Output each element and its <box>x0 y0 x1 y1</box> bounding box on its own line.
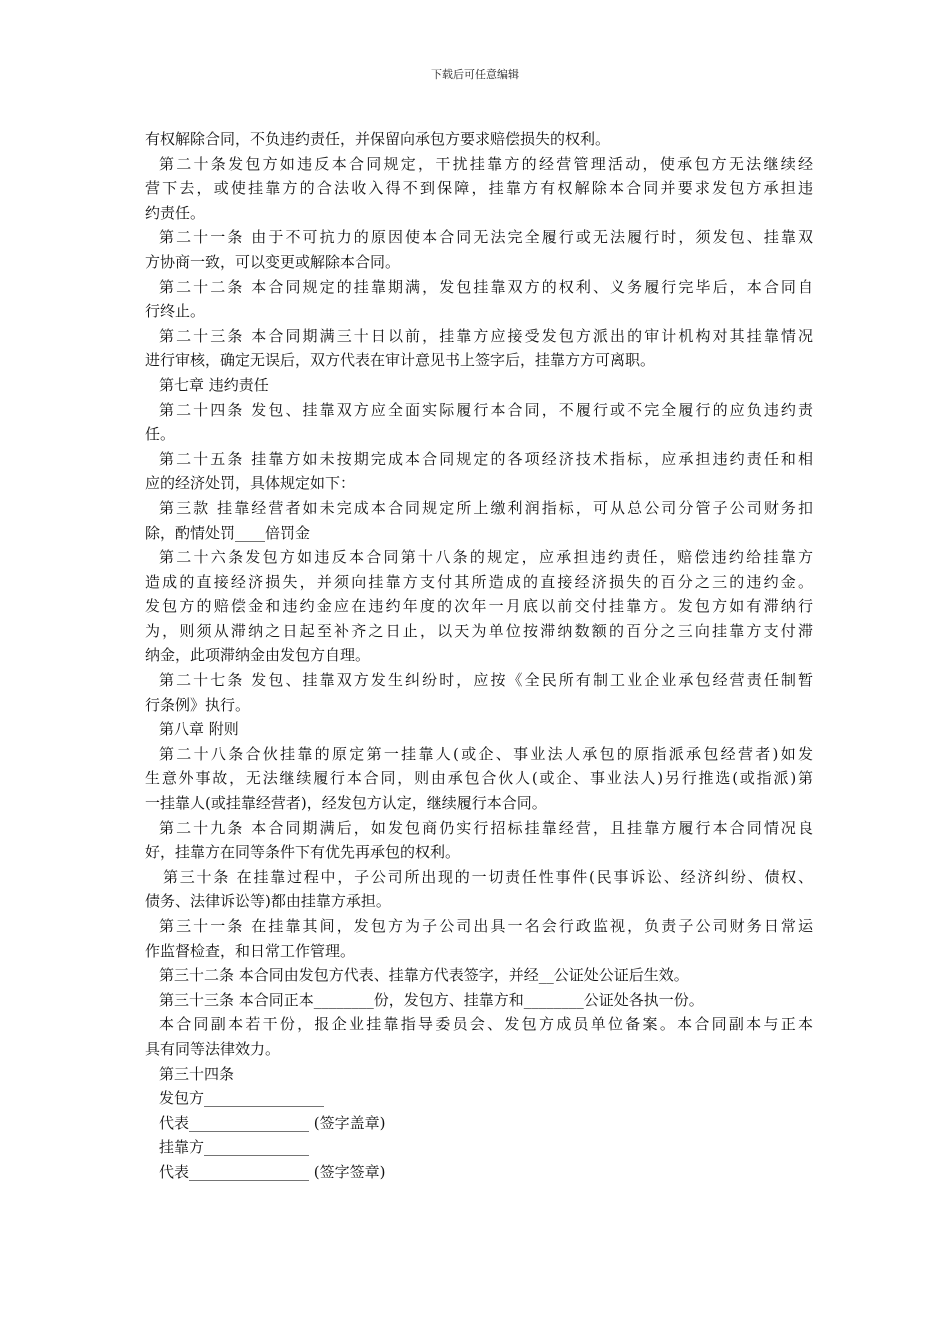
text-line: 营下去，或使挂靠方的合法收入得不到保障，挂靠方有权解除本合同并要求发包方承担违 <box>145 179 813 198</box>
text-line: 挂靠方______________ <box>159 1138 310 1157</box>
text-line: 应的经济处罚，具体规定如下： <box>145 474 356 493</box>
text-line: 发包方________________ <box>159 1089 325 1108</box>
page-header: 下载后可任意编辑 <box>431 68 519 81</box>
text-line: 债务、法律诉讼等)都由挂靠方承担。 <box>145 892 391 911</box>
text-line: 第二十三条 本合同期满三十日以前，挂靠方应接受发包方派出的审计机构对其挂靠情况 <box>159 326 813 345</box>
text-line: 纳金，此项滞纳金由发包方自理。 <box>145 646 371 665</box>
text-line: 作监督检查，和日常工作管理。 <box>145 941 356 960</box>
text-line: 第八章 附则 <box>159 720 239 739</box>
text-line: 除，酌情处罚____倍罚金 <box>145 523 311 542</box>
document-body <box>145 127 813 1185</box>
text-line: 约责任。 <box>145 203 206 222</box>
text-line: 第三十一条 在挂靠其间，发包方为子公司出具一名会行政监视，负责子公司财务日常运 <box>159 917 813 935</box>
text-line: 第三款 挂靠经营者如未完成本合同规定所上缴利润指标，可从总公司分管子公司财务扣 <box>159 498 813 517</box>
text-line: 为，则须从滞纳之日起至补齐之日止，以天为单位按滞纳数额的百分之三向挂靠方支付滞 <box>145 621 813 640</box>
text-line: 发包方的赔偿金和违约金应在违约年度的次年一月底以前交付挂靠方。发包方如有滞纳行 <box>145 597 813 616</box>
text-line: 代表________________ (签字盖章) <box>159 1113 386 1132</box>
text-line: 第二十二条 本合同规定的挂靠期满，发包挂靠双方的权利、义务履行完毕后，本合同自 <box>159 277 813 296</box>
text-line: 有权解除合同，不负违约责任，并保留向承包方要求赔偿损失的权利。 <box>145 130 611 148</box>
text-line: 第二十条发包方如违反本合同规定，干扰挂靠方的经营管理活动，使承包方无法继续经 <box>159 154 813 173</box>
text-line: 任。 <box>145 425 176 444</box>
text-line: 行条例》执行。 <box>145 695 251 714</box>
text-line: 第二十四条 发包、挂靠双方应全面实际履行本合同，不履行或不完全履行的应负违约责 <box>159 400 813 419</box>
text-line: 造成的直接经济损失，并须向挂靠方支付其所造成的直接经济损失的百分之三的违约金。 <box>145 572 813 591</box>
text-line: 第二十五条 挂靠方如未按期完成本合同规定的各项经济技术指标，应承担违约责任和相 <box>159 449 813 468</box>
text-line: 本合同副本若干份，报企业挂靠指导委员会、发包方成员单位备案。本合同副本与正本 <box>159 1015 813 1034</box>
text-line: 第三十二条 本合同由发包方代表、挂靠方代表签字，并经__公证处公证后生效。 <box>159 966 689 985</box>
text-line: 代表________________ (签字签章) <box>159 1162 386 1181</box>
text-line: 第二十九条 本合同期满后，如发包商仍实行招标挂靠经营，且挂靠方履行本合同情况良 <box>159 818 813 837</box>
text-line: 行终止。 <box>145 302 206 321</box>
text-line: 第二十六条发包方如违反本合同第十八条的规定，应承担违约责任，赔偿违约给挂靠方 <box>159 548 813 567</box>
text-line: 好，挂靠方在同等条件下有优先再承包的权利。 <box>145 843 461 862</box>
text-line: 具有同等法律效力。 <box>145 1039 281 1058</box>
text-line: 一挂靠人(或挂靠经营者)，经发包方认定，继续履行本合同。 <box>145 794 547 813</box>
text-line: 生意外事故，无法继续履行本合同，则由承包合伙人(或企、事业法人)另行推选(或指派)第 <box>145 769 813 788</box>
text-line: 第二十七条 发包、挂靠双方发生纠纷时，应按《全民所有制工业企业承包经营责任制暂 <box>159 671 813 690</box>
text-line: 第三十条 在挂靠过程中，子公司所出现的一切责任性事件(民事诉讼、经济纠纷、债权、 <box>163 867 813 886</box>
text-line: 第三十四条 <box>159 1064 235 1083</box>
text-line: 方协商一致，可以变更或解除本合同。 <box>145 252 401 271</box>
text-line: 第二十一条 由于不可抗力的原因使本合同无法完全履行或无法履行时，须发包、挂靠双 <box>159 228 813 247</box>
text-line: 第二十八条合伙挂靠的原定第一挂靠人(或企、事业法人承包的原指派承包经营者)如发 <box>159 744 813 763</box>
text-line: 进行审核，确定无误后，双方代表在审计意见书上签字后，挂靠方方可离职。 <box>145 351 656 370</box>
text-line: 第三十三条 本合同正本________份，发包方、挂靠方和________公证处各执一份。 <box>159 990 704 1009</box>
text-line: 第七章 违约责任 <box>159 375 269 394</box>
